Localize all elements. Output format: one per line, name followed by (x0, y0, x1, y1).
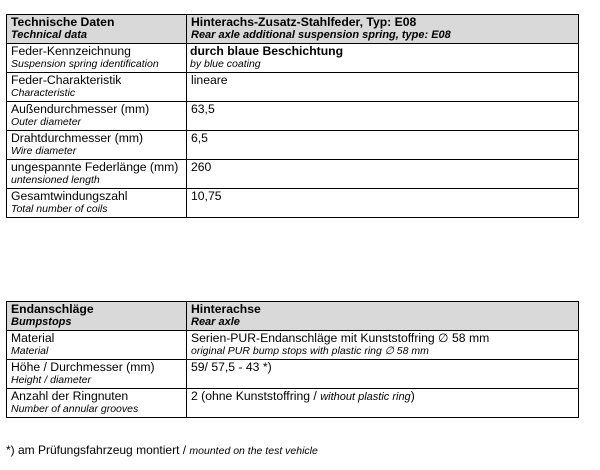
row-label-en: Outer diameter (11, 116, 82, 128)
header-label-de: Technische Daten (11, 15, 115, 29)
outer-diameter-value: 63,5 (191, 102, 215, 116)
row-label-en: Suspension spring identification (11, 58, 159, 70)
table-row (7, 131, 579, 160)
grooves-value-de: 2 (ohne Kunststoffring / (191, 389, 321, 403)
row-label-en: Material (11, 345, 49, 357)
row-label-de: ungespannte Federlänge (mm) (11, 160, 179, 174)
row-label-de: Anzahl der Ringnuten (11, 389, 129, 403)
header-label-de: Endanschläge (11, 302, 94, 316)
height-diameter-value: 59/ 57,5 - 43 *) (191, 360, 272, 374)
untensioned-length-value: 260 (191, 160, 212, 174)
table-header-row (7, 15, 579, 44)
wire-diameter-value: 6,5 (191, 131, 208, 145)
header-value-en: Rear axle (191, 316, 240, 328)
row-label-de: Außendurchmesser (mm) (11, 102, 150, 116)
header-value-en: Rear axle additional suspension spring, type: E08 (191, 29, 451, 41)
row-label-de: Feder-Charakteristik (11, 73, 122, 87)
table-row (7, 44, 579, 73)
grooves-value-tail: ) (410, 389, 415, 403)
row-label-de: Feder-Kennzeichnung (11, 44, 131, 58)
material-value-en: original PUR bump stops with plastic ring ∅ 58 mm (191, 345, 429, 357)
annular-grooves-value (191, 390, 574, 404)
footnote (6, 443, 318, 458)
table-row (7, 331, 579, 360)
row-label-en: Height / diameter (11, 374, 91, 386)
table-row (7, 73, 579, 102)
characteristic-value: lineare (191, 73, 228, 87)
row-label-de: Gesamtwindungszahl (11, 189, 128, 203)
row-label-de: Höhe / Durchmesser (mm) (11, 360, 155, 374)
table-row (7, 160, 579, 189)
header-label-cell (7, 15, 187, 44)
row-label-en: untensioned length (11, 174, 100, 186)
header-label-en: Technical data (11, 29, 88, 41)
row-label-en: Wire diameter (11, 145, 77, 157)
table-header-row (7, 302, 579, 331)
row-label-de: Drahtdurchmesser (mm) (11, 131, 144, 145)
table-row (7, 360, 579, 389)
row-label-en: Total number of coils (11, 203, 108, 215)
row-label-en: Characteristic (11, 87, 76, 99)
header-label-en: Bumpstops (11, 316, 72, 328)
table-row (7, 102, 579, 131)
header-label-cell (7, 302, 187, 331)
header-value-cell (187, 302, 579, 331)
bumpstops-table (6, 301, 579, 418)
spring-identification-value: durch blaue Beschichtung (190, 44, 344, 58)
table-row (7, 189, 579, 218)
total-coils-value: 10,75 (191, 189, 222, 203)
header-value-cell (187, 15, 579, 44)
footnote-de: *) am Prüfungsfahrzeug montiert / (6, 443, 190, 457)
header-value-de: Hinterachs-Zusatz-Stahlfeder, Typ: E08 (191, 15, 417, 29)
spring-identification-value-en: by blue coating (190, 58, 261, 70)
material-value: Serien-PUR-Endanschläge mit Kunststoffring ∅ 58 mm (191, 331, 490, 345)
grooves-value-en: without plastic ring (320, 391, 411, 403)
row-label-en: Number of annular grooves (11, 403, 139, 415)
header-value-de: Hinterachse (191, 302, 261, 316)
footnote-en: mounted on the test vehicle (189, 445, 318, 457)
table-row (7, 389, 579, 418)
row-label-de: Material (11, 331, 55, 345)
technical-data-table (6, 14, 579, 218)
